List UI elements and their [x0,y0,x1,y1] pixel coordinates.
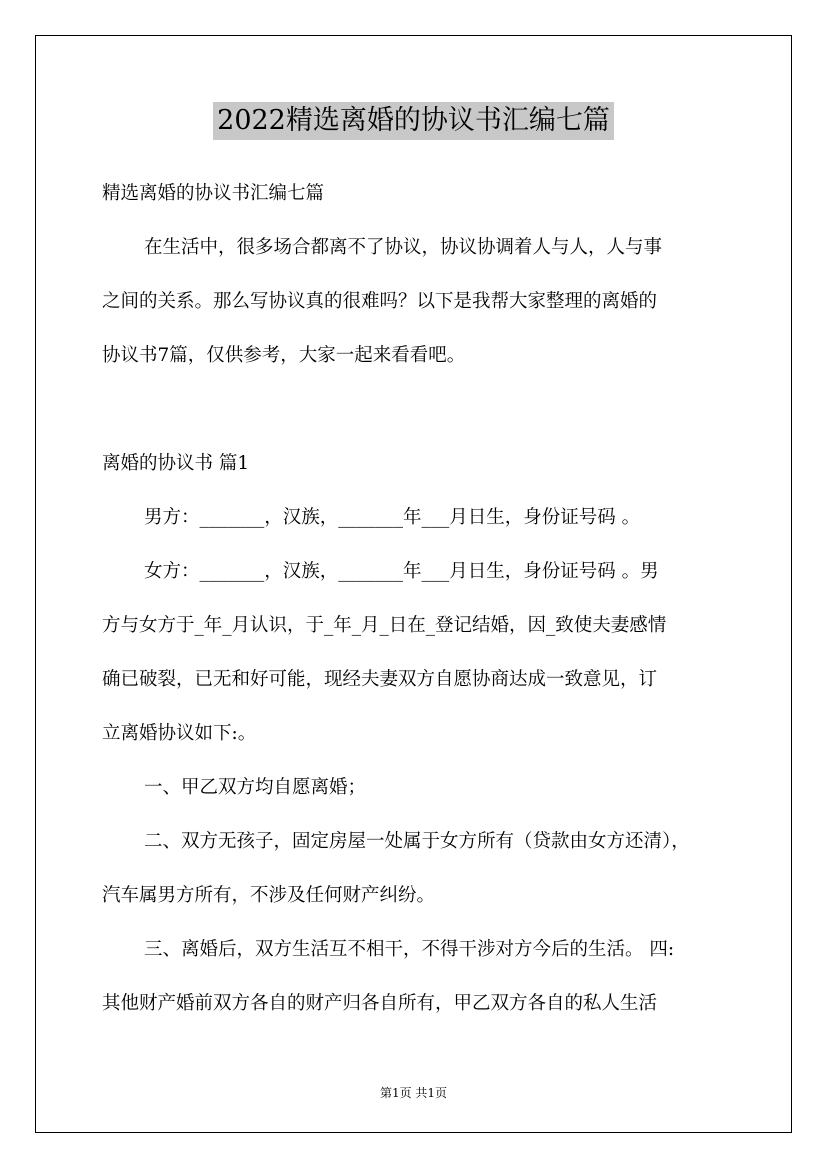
subtitle-line: 精选离婚的协议书汇编七篇 [102,183,325,204]
paragraph-line: 男方：_______，汉族，_______年___月日生，身份证号码 。 [144,507,641,528]
paragraph-line: 其他财产婚前双方各自的财产归各自所有，甲乙双方各自的私人生活 [102,993,658,1014]
paragraph-line: 协议书7篇，仅供参考，大家一起来看看吧。 [102,345,466,366]
title-container [0,102,827,140]
section-heading: 离婚的协议书 篇1 [102,453,250,474]
paragraph-line: 汽车属男方所有，不涉及任何财产纠纷。 [102,885,436,906]
paragraph-line: 方与女方于_年_月认识，于_年_月_日在_登记结婚，因_致使夫妻感情 [102,615,667,636]
paragraph-line: 三、离婚后，双方生活互不相干，不得干涉对方今后的生活。 四: [144,939,675,960]
paragraph-line: 立离婚协议如下:。 [102,723,257,744]
paragraph-line: 在生活中，很多场合都离不了协议，协议协调着人与人，人与事 [144,237,663,258]
paragraph-line: 确已破裂，已无和好可能，现经夫妻双方自愿协商达成一致意见，订 [102,669,658,690]
paragraph-line: 之间的关系。那么写协议真的很难吗？以下是我帮大家整理的离婚的 [102,291,658,312]
paragraph-line: 一、甲乙双方均自愿离婚； [144,777,367,798]
document-title: 2022精选离婚的协议书汇编七篇 [213,102,614,140]
paragraph-line: 女方：_______，汉族，_______年___月日生，身份证号码 。男 [144,561,659,582]
paragraph-line: 二、双方无孩子，固定房屋一处属于女方所有（贷款由女方还清）， [144,831,690,852]
page-number-footer: 第1页 共1页 [379,1086,448,1100]
